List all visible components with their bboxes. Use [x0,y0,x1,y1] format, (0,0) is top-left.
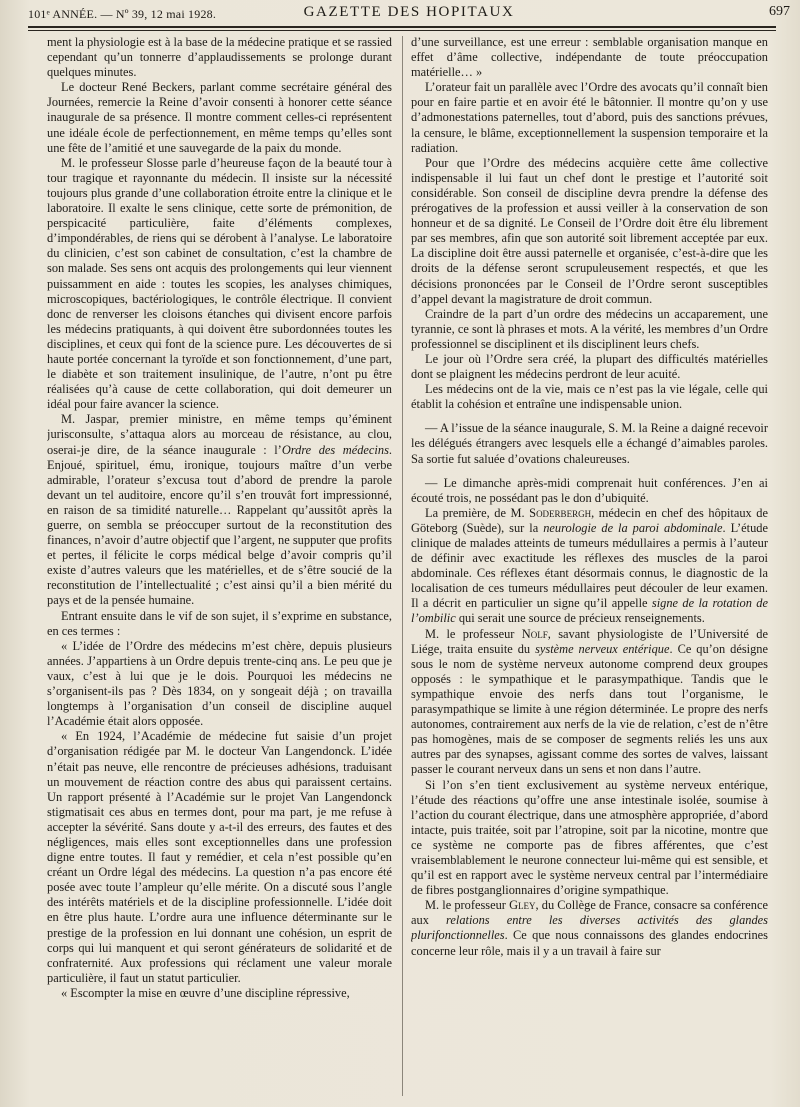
author-name: Soderbergh [529,505,592,520]
text-run: L’orateur fait un parallèle avec l’Ordre des avocats qu’il connaît bien pour en faire partie et en avoir été le bâtonnier. Il montre qu’on y use d’admonestations paternelles, tout d’abord, puis des sanctions prévues, la censure, le blâme, exceptionnellement la suspension temporaire et la radiation. [411,80,768,155]
paragraph [47,609,392,639]
issue-line: 101ᵉ ANNÉE. — Nº 39, 12 mai 1928. [28,7,217,21]
header-rule-thick [28,26,776,28]
text-run: Pour que l’Ordre des médecins acquière cette âme collective indispensable il lui faut un chef dont le prestige et l’autorité soit considérable. Son conseil de discipline devra prendre la défense des prérogatives de la profession et aussi veiller à la conservation de son honneur et de sa dignité. Le Conseil de l’Ordre doit être élu librement par ses membres, afin que son autorité soit librement acceptée par eux. La discipline doit être aussi paternelle et organisée, c’est-à-dire que les droits de la défense seront scrupuleusement respectés, et que les décisions prononcées par le Conseil de l’Ordre seront susceptibles d’appel devant la magistrature de droit commun. [411,155,768,306]
text-run: . Ce qu’on désigne sous le nom de système nerveux autonome comprend deux groupes opposés : le sympathique et le parasympathique. Tandis que le sympathique envoie des nerfs dans tout l’organisme, le parasympathique se limite à une région déterminée. Le propre des nerfs autonomes, contrairement aux nerfs de la vie de relation, c’est de n’être pas homogènes, mais de se composer de segments reliés les uns aux autres par des synapses, agissant comme des sortes de valves, laissant passer le courant nerveux dans un sens et non dans l’autre. [411,641,768,777]
paragraph [411,421,768,466]
paragraph [47,80,392,155]
text-run: . Ce que nous connaissons des glandes endocrines concerne leur rôle, mais il y a un travail à faire sur [411,928,768,958]
journal-title: GAZETTE DES HOPITAUX [303,4,515,20]
paragraph [47,412,392,608]
left-column [47,35,392,1097]
paragraph [411,627,768,778]
column-divider [402,36,403,1096]
italic-text: signe de la rotation de l’ombilic [411,596,768,626]
text-run: Craindre de la part d’un ordre des médecins un accaparement, une tyrannie, ce sont là phrases et mots. A la vérité, les membres d’un Ordre professionnel se disciplinent et ils disciplinent leurs chefs. [411,306,768,351]
text-run: M. le professeur Slosse parle d’heureuse façon de la beauté tour à tour tragique et rayonnante du médecin. Il insiste sur la nécessité toujours plus grande d’une collaboration étroite entre la clinique et le laboratoire. Il exalte le sens clinique, cette sorte de prémonition, de perspicacité particulière, faite d’éléments complexes, d’impondérables, de riens qui se dérobent à l’analyse. Le laboratoire du clinicien, c’est son cabinet de consultation, c’est la chambre de son malade. Ses sens ont acquis des prolongements qui leur viennent puissamment en aide : toutes les scopies, les analyses chimiques, microscopiques, bactériologiques, le contrôle électrique. Il convient donc de renverser les cloisons étanches qui divisent encore parfois les médecins pratiquants, à qui doivent être subordonnées toutes les disciplines, et ceux qui font de la science pure. Les découvertes de si haute portée concernant la tyroïde et son fonctionnement, d’une part, le diabète et son traitement insulinique, de l’autre, n’ont pu être réalisées qu’à cause de cette collaboration, qui doit demeurer un idéal pour faire avancer la science. [47,155,392,412]
text-run: . L’étude clinique de malades atteints de tumeurs médullaires a permis à l’auteur de définir avec exactitude les réflexes des muscles de la paroi abdominale. Ces réflexes étant désormais connus, le diagnostic de la localisation de ces tumeurs médullaires peut découler de leur examen. Il a décrit en particulier un signe qu’il appelle [411,520,768,611]
paragraph [47,156,392,413]
paragraph [411,778,768,899]
italic-text: relations entre les diverses activités des glandes plurifonctionnelles [411,913,768,943]
paragraph [47,639,392,730]
italic-text: neurologie de la paroi abdominale [543,520,723,535]
text-run: M. le professeur [425,898,510,913]
text-run: , savant physiologiste de l’Université de Liége, traita ensuite du [411,626,768,656]
page-header [28,2,790,26]
paragraph [47,729,392,986]
text-run: . Enjoué, spirituel, ému, ironique, toujours maître d’un verbe admirable, l’orateur s’excusa tout d’abord de prendre la parole devant un tel auditoire, encore qu’il s’en trouvât fort impressionné, en raison de sa timidité naturelle… Rappelant qu’aussitôt après la guerre, on sembla se préoccuper surtout de la reconstitution des finances, n’avoir d’autre objectif que l’argent, ne supputer que profits et pertes, il félicite le corps médical belge d’avoir compris qu’il existe d’autres valeurs que les matérielles, et de s’être soucié de la reconstitution de l’intellectualité ; c’est ainsi qu’il a bien mérité du pays et de la pensée humaine. [47,442,392,608]
text-run: Le docteur René Beckers, parlant comme secrétaire général des Journées, remercie la Reine d’avoir consenti à honorer cette séance inaugurale de sa présence. Il montre comment celles-ci représentent une idéale école de perfectionnement, en même temps qu’elles sont une fête de l’amitié et une sauvegarde de la paix du monde. [47,80,392,155]
text-run: — Le dimanche après-midi comprenait huit conférences. J’en ai écouté trois, ne possédant pas le don d’ubiquité. [411,475,768,505]
paragraph [47,35,392,80]
text-run: M. Jaspar, premier ministre, en même temps qu’éminent jurisconsulte, s’attaqua alors au morceau de résistance, au clou, oserai-je dire, de la séance inaugurale : l’ [47,412,392,457]
text-run: , du Collège de France, consacre sa conférence aux [411,898,768,928]
paragraph [411,35,768,80]
italic-text: Ordre des médecins [281,442,389,457]
text-run: ment la physiologie est à la base de la médecine pratique et se rassied cependant qu’un tonnerre d’applaudissements se prolonge durant quelques minutes. [47,35,392,80]
header-rule-thin [28,30,776,31]
text-run: qui serait une source de précieux renseignements. [455,611,705,626]
author-name: Gley [509,898,536,913]
text-run: d’une surveillance, est une erreur : semblable organisation manque en effet d’âme collective, indépendante de toute préoccupation matérielle… » [411,35,768,80]
text-run: — A l’issue de la séance inaugurale, S. M. la Reine a daigné recevoir les délégués étrangers avec lesquels elle a échangé d’aimables paroles. Sa sortie fut saluée d’ovations chaleureuses. [411,421,768,466]
paragraph [411,476,768,506]
text-run: « L’idée de l’Ordre des médecins m’est chère, depuis plusieurs années. J’appartiens à un Ordre depuis trente-cinq ans. Le peu que je vaux, c’est à lui que je le dois. Pourquoi les médecins ne s’organisent-ils pas ? Dès 1834, on y songeait déjà ; on travailla longtemps à l’organisation d’un conseil de discipline auquel l’Académie était alors opposée. [47,638,392,729]
text-run: M. le professeur [425,626,522,641]
paragraph [47,986,392,1001]
text-run: Si l’on s’en tient exclusivement au système nerveux entérique, l’étude des réactions qu’offre une anse intestinale isolée, soumise à l’action du courant électrique, dans une atmosphère appropriée, d’abord intacte, puis traitée, soit par l’atropine, soit par la nicotine, montre que ce système ne comporte pas de fibres afférentes, que c’est vraisemblablement le neurone connecteur lui-même qui est sensible, et qu’il est en rapport avec le système nerveux central par l’intermédiaire de fibres postganglionnaires d’origine sympathique. [411,777,768,898]
text-run: « En 1924, l’Académie de médecine fut saisie d’un projet d’organisation rédigée par M. le docteur Van Langendonck. L’idée n’était pas neuve, elle rencontre de précieuses adhésions, traduisant un mouvement de réaction contre des abus qui paraissent certains. Un rapport présenté à l’Académie sur le projet Van Langendonck stigmatisait ces abus en termes dont, pour ma part, je me refuse à accepter la sévérité. Sans doute y a-t-il des erreurs, des fautes et des négligences, mais elles sont exceptionnelles dans une profession digne entre toutes. Il faut y remédier, et cela n’est possible qu’en créant un Ordre légal des médecins. La question n’a pas encore été posée avec toute l’ampleur qu’elle mérite. On a discuté sous l’angle des intérêts matériels et de la discipline professionnelle. L’idée doit en être plus haute. L’ordre aura une influence déterminante sur le prestige de la profession en lui donnant une cohésion, un esprit de corps qui lui manquent et qui seront générateurs de solidarité et de confraternité. Aux professions qui réclament une valeur morale particulière, il faut un statut particulier. [47,729,392,985]
paragraph [411,352,768,382]
paragraph [411,307,768,352]
text-run: Le jour où l’Ordre sera créé, la plupart des difficultés matérielles dont se plaignent les médecins perdront de leur acuité. [411,351,768,382]
text-run: , médecin en chef des hôpitaux de Göteborg (Suède), sur la [411,505,768,535]
paragraph [411,506,768,627]
text-run: La première, de M. [425,505,530,520]
paragraph [411,156,768,307]
paragraph [411,382,768,412]
text-run: Les médecins ont de la vie, mais ce n’est pas la vie légale, celle qui établit la cohésion et entraîne une indispensable union. [411,382,768,412]
paragraph [411,898,768,958]
paragraph [411,80,768,155]
author-name: Nolf [521,626,548,641]
page-number: 697 [769,4,790,19]
right-column [411,35,768,1097]
italic-text: système nerveux entérique [535,641,670,656]
text-run: « Escompter la mise en œuvre d’une discipline répressive, [61,985,350,1000]
text-run: Entrant ensuite dans le vif de son sujet, il s’exprime en substance, en ces termes : [47,608,392,638]
